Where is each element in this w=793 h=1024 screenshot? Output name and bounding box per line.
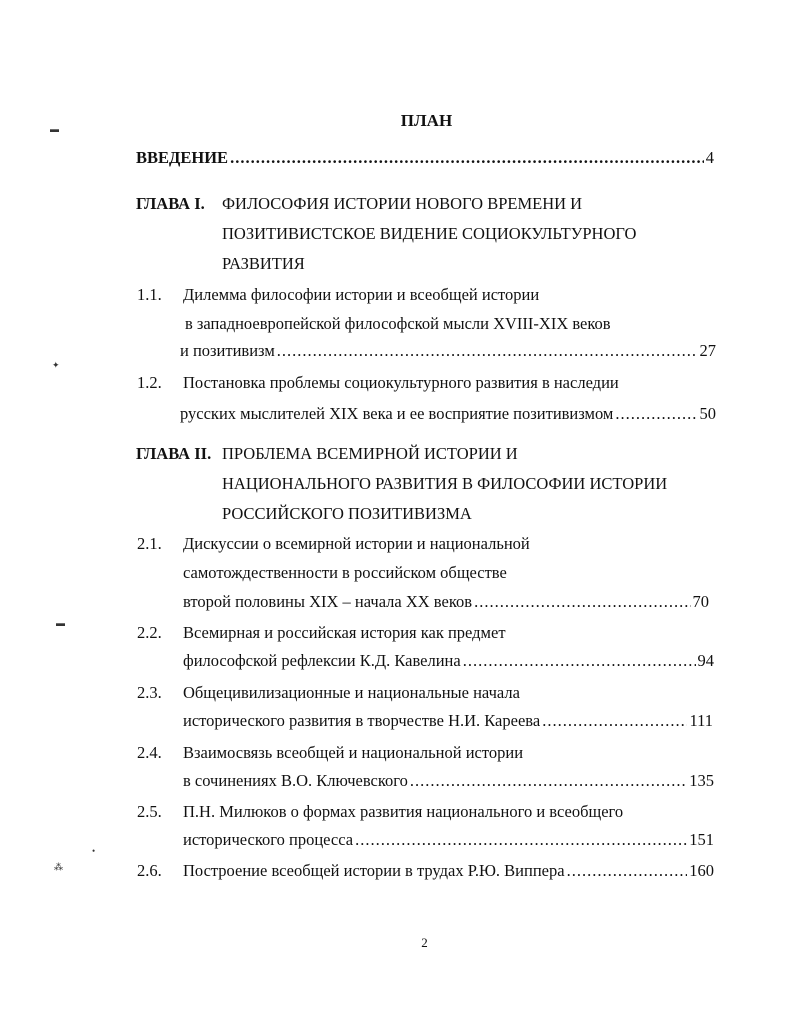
chapter2-label: ГЛАВА II.	[136, 444, 212, 463]
section-line: Дискуссии о всемирной истории и национальной	[183, 534, 530, 553]
section-text: исторического процесса	[183, 830, 354, 849]
section-line-dotted	[183, 591, 709, 613]
section-line: в западноевропейской философской мысли XVIII-XIX веков	[185, 314, 611, 333]
leader-dots	[542, 710, 687, 732]
leader-dots	[567, 860, 688, 882]
section-number: 2.3.	[137, 683, 162, 702]
plan-title: ПЛАН	[400, 111, 453, 130]
section-text: исторического развития в творчестве Н.И. Кареева	[183, 711, 541, 730]
section-line: Всемирная и российская история как предмет	[183, 623, 506, 642]
section-page: 135	[689, 771, 714, 790]
section-line: П.Н. Милюков о формах развития национального и всеобщего	[183, 802, 624, 821]
section-number: 2.6.	[137, 861, 162, 880]
chapter1-title-line: ПОЗИТИВИСТСКОЕ ВИДЕНИЕ СОЦИОКУЛЬТУРНОГО	[222, 224, 637, 243]
section-number: 2.5.	[137, 802, 162, 821]
section-number: 2.4.	[137, 743, 162, 762]
section-page: 160	[689, 861, 714, 880]
scan-mark: ▬	[56, 618, 65, 628]
section-line-dotted	[183, 860, 714, 882]
section-line: Дилемма философии истории и всеобщей истории	[183, 285, 540, 304]
section-line-dotted	[183, 770, 714, 792]
section-text: Построение всеобщей истории в трудах Р.Ю. Виппера	[183, 861, 565, 880]
leader-dots	[474, 591, 690, 613]
section-page: 151	[689, 830, 714, 849]
section-number: 2.1.	[137, 534, 162, 553]
section-number: 1.1.	[137, 285, 162, 304]
page-number: 2	[421, 935, 428, 950]
scan-mark: ✦	[52, 360, 60, 370]
section-page: 70	[692, 592, 709, 611]
section-line-dotted	[180, 340, 716, 362]
section-line-dotted	[183, 710, 713, 732]
chapter2-title-line: РОССИЙСКОГО ПОЗИТИВИЗМА	[222, 504, 472, 523]
section-line: Взаимосвязь всеобщей и национальной истории	[183, 743, 524, 762]
section-line-dotted	[183, 829, 714, 851]
leader-dots	[277, 340, 698, 362]
section-number: 1.2.	[137, 373, 162, 392]
section-text: в сочинениях В.О. Ключевского	[183, 771, 408, 790]
chapter2-title-line: НАЦИОНАЛЬНОГО РАЗВИТИЯ В ФИЛОСОФИИ ИСТОРИИ	[222, 474, 668, 493]
section-line-dotted	[183, 650, 714, 672]
section-line: Общецивилизационные и национальные начала	[183, 683, 520, 702]
scan-mark: ⁂	[54, 862, 63, 872]
chapter1-title-line: ФИЛОСОФИЯ ИСТОРИИ НОВОГО ВРЕМЕНИ И	[222, 194, 583, 213]
section-page: 50	[699, 404, 716, 423]
intro-page: 4	[705, 148, 714, 167]
leader-dots	[410, 770, 687, 792]
chapter1-label: ГЛАВА I.	[136, 194, 205, 213]
section-line: Постановка проблемы социокультурного развития в наследии	[183, 373, 619, 392]
leader-dots	[615, 403, 697, 425]
section-line-dotted	[180, 403, 716, 425]
leader-dots	[355, 829, 687, 851]
scan-mark: •	[92, 846, 96, 856]
chapter2-title-line: ПРОБЛЕМА ВСЕМИРНОЙ ИСТОРИИ И	[222, 444, 518, 463]
intro-label: ВВЕДЕНИЕ	[136, 148, 229, 167]
section-line: самотождественности в российском обществе	[183, 563, 507, 582]
toc-intro	[136, 147, 714, 169]
section-text: русских мыслителей XIX века и ее восприятие позитивизмом	[180, 404, 614, 423]
scan-mark: ▬	[50, 124, 59, 134]
section-text: и позитивизм	[180, 341, 275, 360]
leader-dots	[230, 147, 704, 169]
section-page: 27	[699, 341, 716, 360]
section-number: 2.2.	[137, 623, 162, 642]
section-text: философской рефлексии К.Д. Кавелина	[183, 651, 461, 670]
section-page: 94	[697, 651, 714, 670]
leader-dots	[463, 650, 696, 672]
section-page: 111	[689, 711, 713, 730]
chapter1-title-line: РАЗВИТИЯ	[222, 254, 305, 273]
section-text: второй половины XIX – начала XX веков	[183, 592, 473, 611]
